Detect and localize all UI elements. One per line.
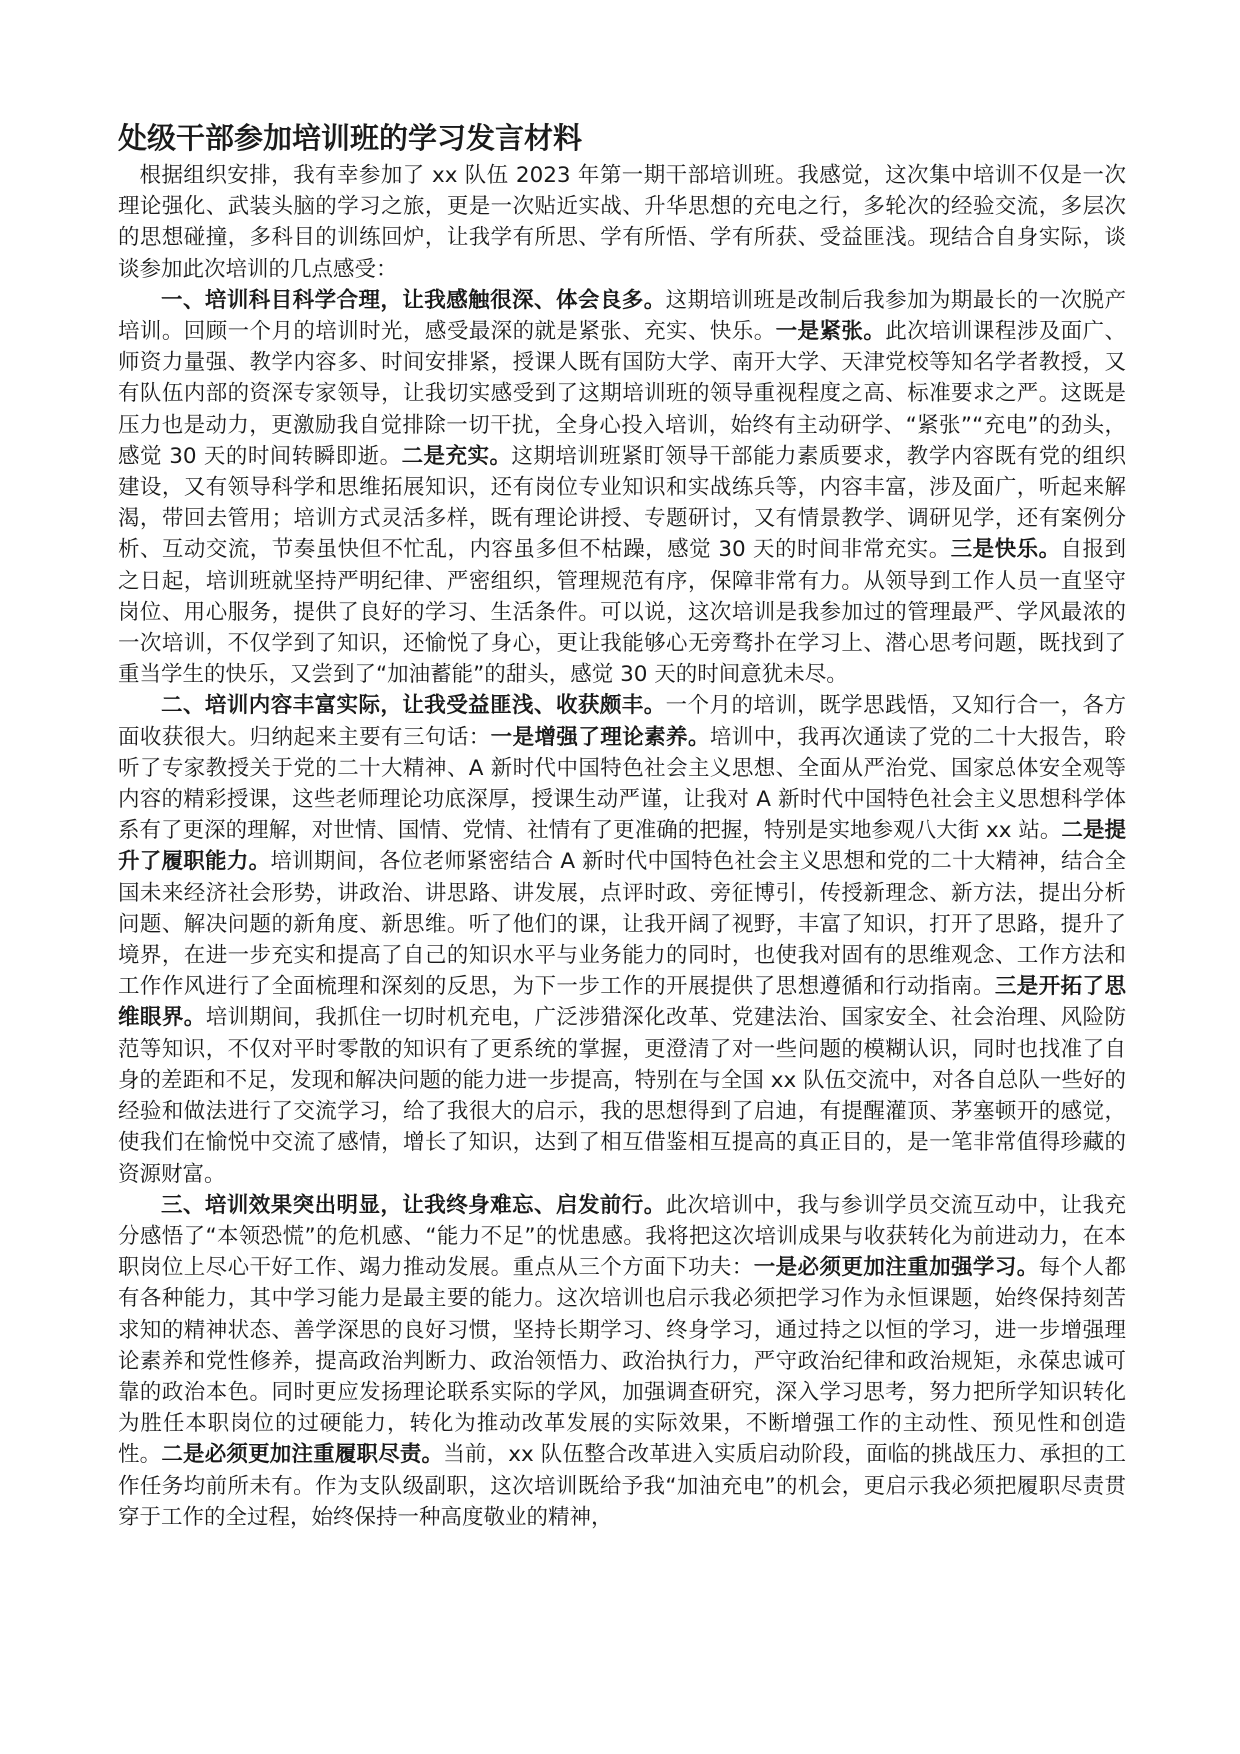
section-3-point-1: 一是必须更加注重加强学习。 (753, 1255, 1039, 1281)
section-1-text-2: 此次培训课程涉及面广、师资力量强、教学内容多、时间安排紧，授课人既有国防大学、南开大学、天津党校等知名学者教授，又有队伍内部的资深专家领导，让我切实感受到了这期培训班的领导重视程度之高、标准要求之严。这既是压力也是动力，更激励我自觉排除一切干扰，全身心投入培训，始终有主动研学、“紧张”“充电”的劲头，感觉 30 天的时间转瞬即逝。 (118, 319, 1126, 469)
section-1-point-2: 二是充实。 (401, 443, 512, 469)
section-3-heading: 三、培训效果突出明显，让我终身难忘、启发前行。 (161, 1192, 666, 1218)
intro-paragraph: 根据组织安排，我有幸参加了 xx 队伍 2023 年第一期干部培训班。我感觉，这次集中培训不仅是一次理论强化、武装头脑的学习之旅，更是一次贴近实战、升华思想的充电之行，多轮次的经验交流，多层次的思想碰撞，多科目的训练回炉，让我学有所思、学有所悟、学有所获、受益匪浅。现结合自身实际，谈谈参加此次培训的几点感受： (118, 163, 1126, 282)
section-2-point-3: 三是开拓了思维眼界。 (118, 974, 1126, 1031)
section-1-text-3: 这期培训班紧盯领导干部能力素质要求，教学内容既有党的组织建设，又有领导科学和思维拓展知识，还有岗位专业知识和实战练兵等，内容丰富，涉及面广，听起来解渴，带回去管用；培训方式灵活多样，既有理论讲授、专题研讨，又有情景教学、调研见学，还有案例分析、互动交流，节奏虽快但不忙乱，内容虽多但不枯躁，感觉 30 天的时间非常充实。 (118, 443, 1126, 563)
section-3-paragraph (118, 1190, 1126, 1533)
section-1-paragraph (118, 285, 1126, 691)
section-3-text-3: 当前，xx 队伍整合改革进入实质启动阶段，面临的挑战压力、承担的工作任务均前所未有。作为支队级副职，这次培训既给予我“加油充电”的机会，更启示我必须把履职尽责贯穿于工作的全过程，始终保持一种高度敬业的精神， (118, 1442, 1126, 1530)
document-title: 处级干部参加培训班的学习发言材料 (118, 121, 583, 155)
section-2-heading: 二、培训内容丰富实际，让我受益匪浅、收获颇丰。 (161, 693, 666, 719)
section-2-paragraph (118, 690, 1126, 1189)
section-2-point-1: 一是增强了理论素养。 (490, 724, 710, 750)
section-1-text-4: 自报到之日起，培训班就坚持严明纪律、严密组织，管理规范有序，保障非常有力。从领导到工作人员一直坚守岗位、用心服务，提供了良好的学习、生活条件。可以说，这次培训是我参加过的管理最严、学风最浓的一次培训，不仅学到了知识，还愉悦了身心，更让我能够心无旁骛扑在学习上、潜心思考问题，既找到了重当学生的快乐，又尝到了“加油蓄能”的甜头，感觉 30 天的时间意犹未尽。 (118, 537, 1126, 688)
section-2-text-2: 培训中，我再次通读了党的二十大报告，聆听了专家教授关于党的二十大精神、A 新时代中国特色社会主义思想、全面从严治党、国家总体安全观等内容的精彩授课，这些老师理论功底深厚，授课生动严谨，让我对 A 新时代中国特色社会主义思想科学体系有了更深的理解，对世情、国情、党情、社情有了更准确的把握，特别是实地参观八大街 xx 站。 (118, 724, 1126, 844)
section-1-heading: 一、培训科目科学合理，让我感触很深、体会良多。 (161, 287, 666, 313)
section-2-point-2: 二是提升了履职能力。 (118, 818, 1126, 875)
section-2-text-4: 培训期间，我抓住一切时机充电，广泛涉猎深化改革、党建法治、国家安全、社会治理、风险防范等知识，不仅对平时零散的知识有了更系统的掌握，更澄清了对一些问题的模糊认识，同时也找准了自身的差距和不足，发现和解决问题的能力进一步提高，特别在与全国 xx 队伍交流中，对各自总队一些好的经验和做法进行了交流学习，给了我很大的启示，我的思想得到了启迪，有提醒灌顶、茅塞顿开的感觉，使我们在愉悦中交流了感情，增长了知识，达到了相互借鉴相互提高的真正目的，是一笔非常值得珍藏的资源财富。 (118, 1005, 1126, 1187)
section-1-text-1: 这期培训班是改制后我参加为期最长的一次脱产培训。回顾一个月的培训时光，感受最深的就是紧张、充实、快乐。 (118, 287, 1126, 345)
section-3-text-2: 每个人都有各种能力，其中学习能力是最主要的能力。这次培训也启示我必须把学习作为永恒课题，始终保持刻苦求知的精神状态、善学深思的良好习惯，坚持长期学习、终身学习，通过持之以恒的学习，进一步增强理论素养和党性修养，提高政治判断力、政治领悟力、政治执行力，严守政治纪律和政治规矩，永葆忠诚可靠的政治本色。同时更应发扬理论联系实际的学风，加强调查研究，深入学习思考，努力把所学知识转化为胜任本职岗位的过硬能力，转化为推动改革发展的实际效果，不断增强工作的主动性、预见性和创造性。 (118, 1255, 1126, 1468)
section-3-text-1: 此次培训中，我与参训学员交流互动中，让我充分感悟了“本领恐慌”的危机感、“能力不足”的忧患感。我将把这次培训成果与收获转化为前进动力，在本职岗位上尽心干好工作、竭力推动发展。重点从三个方面下功夫： (118, 1192, 1126, 1281)
section-3-point-2: 二是必须更加注重履职尽责。 (161, 1442, 444, 1468)
document-page (118, 118, 1126, 1533)
section-2-text-1: 一个月的培训，既学思践悟，又知行合一，各方面收获很大。归纳起来主要有三句话： (118, 693, 1126, 750)
section-1-point-3: 三是快乐。 (950, 537, 1061, 563)
section-2-text-3: 培训期间，各位老师紧密结合 A 新时代中国特色社会主义思想和党的二十大精神，结合全国未来经济社会形势，讲政治、讲思路、讲发展，点评时政、旁征博引，传授新理念、新方法，提出分析问题、解决问题的新角度、新思维。听了他们的课，让我开阔了视野，丰富了知识，打开了思路，提升了境界，在进一步充实和提高了自己的知识水平与业务能力的同时，也使我对固有的思维观念、工作方法和工作作风进行了全面梳理和深刻的反思，为下一步工作的开展提供了思想遵循和行动指南。 (118, 849, 1126, 1000)
section-1-point-1: 一是紧张。 (775, 319, 886, 345)
